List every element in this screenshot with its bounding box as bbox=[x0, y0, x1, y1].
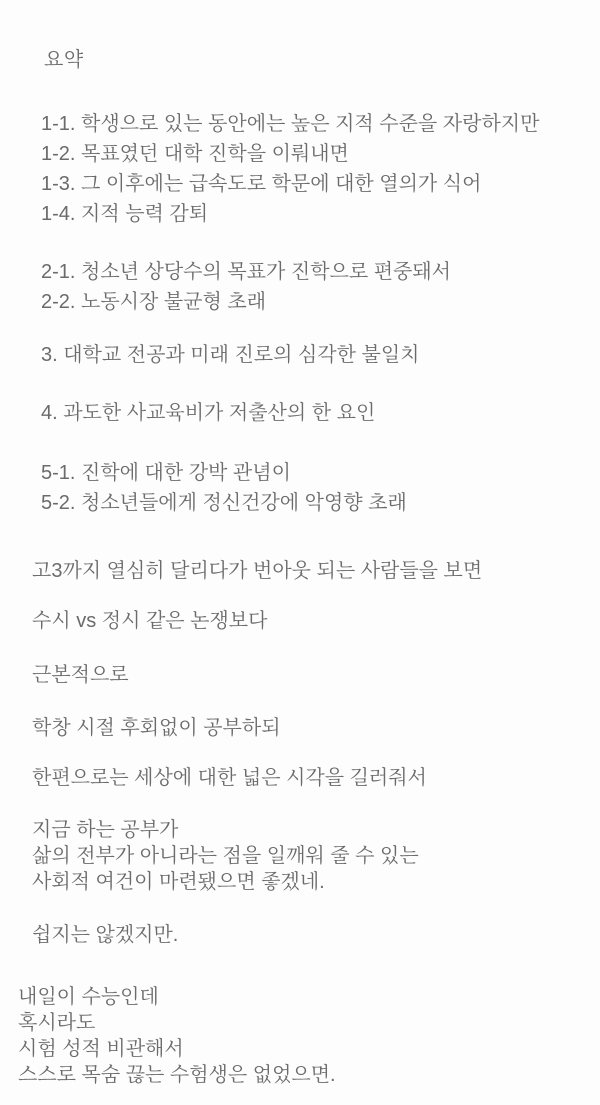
closing-line: 내일이 수능인데 bbox=[18, 986, 159, 1008]
commentary-line: 쉽지는 않겠지만. bbox=[32, 924, 179, 946]
summary-line-5-1: 5-1. 진학에 대한 강박 관념이 bbox=[41, 462, 291, 484]
summary-line-1-3: 1-3. 그 이후에는 급속도로 학문에 대한 열의가 식어 bbox=[41, 173, 482, 195]
summary-line-2-1: 2-1. 청소년 상당수의 목표가 진학으로 편중돼서 bbox=[41, 261, 452, 283]
commentary-paragraph bbox=[0, 662, 600, 688]
commentary-line: 고3까지 열심히 달리다가 번아웃 되는 사람들을 보면 bbox=[32, 560, 483, 582]
commentary-paragraph bbox=[0, 608, 600, 634]
closing-line: 스스로 목숨 끊는 수험생은 없었으면. bbox=[18, 1064, 336, 1086]
summary-group-5 bbox=[0, 458, 600, 518]
commentary-line: 근본적으로 bbox=[32, 664, 129, 686]
summary-line-1-4: 1-4. 지적 능력 감퇴 bbox=[41, 203, 209, 225]
summary-line-1-1: 1-1. 학생으로 있는 동안에는 높은 지적 수준을 자랑하지만 bbox=[41, 113, 540, 135]
summary-group-3 bbox=[0, 340, 600, 370]
commentary-paragraph bbox=[0, 715, 600, 741]
commentary-line: 한편으로는 세상에 대한 넓은 시각을 길러줘서 bbox=[32, 767, 427, 789]
summary-line-5-2: 5-2. 청소년들에게 정신건강에 악영향 초래 bbox=[41, 492, 407, 514]
closing-line: 혹시라도 bbox=[18, 1012, 96, 1034]
commentary-paragraph bbox=[0, 558, 600, 584]
commentary-paragraph bbox=[0, 765, 600, 791]
summary-line-1-2: 1-2. 목표였던 대학 진학을 이뤄내면 bbox=[41, 143, 349, 165]
commentary-paragraph bbox=[0, 817, 600, 895]
summary-group-4 bbox=[0, 398, 600, 428]
commentary-line: 사회적 여건이 마련됐으면 좋겠네. bbox=[32, 871, 325, 893]
summary-title: 요약 bbox=[44, 49, 84, 71]
commentary-line: 삶의 전부가 아니라는 점을 일깨워 줄 수 있는 bbox=[32, 845, 419, 867]
summary-group-1 bbox=[0, 109, 600, 229]
commentary-line: 지금 하는 공부가 bbox=[32, 819, 179, 841]
summary-line-2-2: 2-2. 노동시장 불균형 초래 bbox=[41, 291, 267, 313]
commentary-line: 수시 vs 정시 같은 논쟁보다 bbox=[32, 610, 268, 632]
summary-line-3: 3. 대학교 전공과 미래 진로의 심각한 불일치 bbox=[41, 344, 420, 366]
closing-line: 시험 성적 비관해서 bbox=[18, 1038, 184, 1060]
summary-group-2 bbox=[0, 257, 600, 317]
commentary-paragraph bbox=[0, 922, 600, 948]
commentary-line: 학창 시절 후회없이 공부하되 bbox=[32, 717, 281, 739]
closing-paragraph bbox=[0, 984, 600, 1088]
summary-line-4: 4. 과도한 사교육비가 저출산의 한 요인 bbox=[41, 402, 376, 424]
